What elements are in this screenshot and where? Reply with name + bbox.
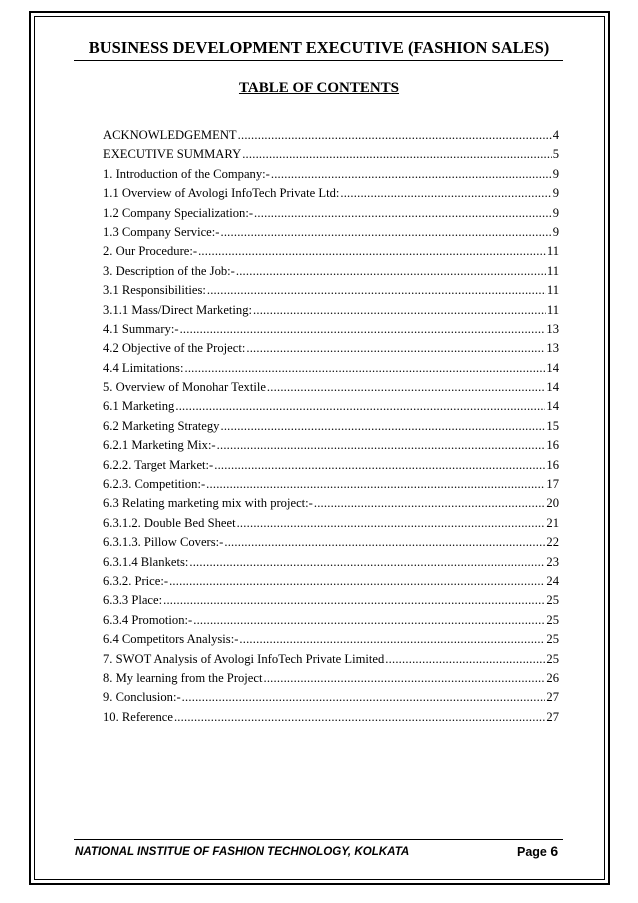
toc-entry-leader [242,145,552,164]
toc-entry[interactable] [103,320,559,339]
toc-entry-page: 25 [546,651,559,666]
toc-entry-title: 3. Description of the Job:- [103,263,235,278]
toc-entry-title: ACKNOWLEDGEMENT [103,128,237,142]
toc-entry-leader [198,242,546,261]
toc-entry-title: 5. Overview of Monohar Textile [103,380,266,395]
toc-entry-page: 15 [546,418,559,433]
toc-entry-page: 22 [546,535,559,550]
toc-entry-leader [189,553,545,572]
toc-entry-title: 10. Reference [103,709,173,724]
toc-entry-page: 26 [546,670,559,685]
toc-entry-leader [220,417,545,436]
toc-entry-title: 4.1 Summary:- [103,321,179,336]
toc-entry-leader [206,475,545,494]
toc-entry-page: 14 [546,399,559,414]
toc-list [103,126,559,727]
page-header-title: BUSINESS DEVELOPMENT EXECUTIVE (FASHION SALES) [88,38,550,57]
toc-entry[interactable] [103,339,559,358]
toc-entry-title: EXECUTIVE SUMMARY [103,147,242,162]
toc-entry[interactable] [103,145,559,164]
toc-entry-leader [237,514,546,533]
toc-entry-title: 6.4 Competitors Analysis:- [103,632,239,647]
toc-entry[interactable] [103,669,559,688]
toc-entry[interactable] [103,436,559,455]
toc-entry-title: 6.3.2. Price:- [103,573,169,588]
toc-entry-page: 9 [552,166,559,181]
toc-entry-page: 5 [552,147,559,162]
toc-entry-leader [271,165,552,184]
toc-entry[interactable] [103,708,559,727]
toc-entry-leader [217,436,546,455]
toc-entry[interactable] [103,126,559,145]
toc-entry[interactable] [103,611,559,630]
footer-page-label: Page [517,845,547,859]
toc-entry-leader [180,320,546,339]
toc-entry-page: 13 [546,321,559,336]
toc-entry-title: 6.3.1.4 Blankets: [103,554,189,569]
toc-entry-title: 6.1 Marketing [103,399,175,414]
toc-entry[interactable] [103,242,559,261]
toc-entry[interactable] [103,262,559,281]
toc-entry-page: 9 [552,205,559,220]
footer-rule [74,839,563,840]
toc-entry[interactable] [103,533,559,552]
toc-entry[interactable] [103,514,559,533]
toc-entry[interactable] [103,688,559,707]
toc-entry-leader [314,494,546,513]
toc-entry-page: 9 [552,224,559,239]
toc-entry-title: 8. My learning from the Project [103,670,263,685]
toc-entry[interactable] [103,301,559,320]
toc-entry-page: 13 [546,341,559,356]
toc-entry-leader [169,572,545,591]
toc-entry-page: 11 [546,244,559,259]
toc-entry[interactable] [103,456,559,475]
toc-entry-title: 3.1.1 Mass/Direct Marketing: [103,302,252,317]
toc-entry-leader [207,281,546,300]
toc-entry-leader [182,688,546,707]
footer-page-indicator [517,843,558,859]
toc-entry-page: 11 [546,263,559,278]
toc-entry-page: 24 [546,573,559,588]
toc-entry-page: 16 [546,457,559,472]
toc-entry-page: 25 [546,612,559,627]
toc-entry-leader [253,301,546,320]
toc-entry-leader [246,339,545,358]
toc-entry-title: 9. Conclusion:- [103,690,181,705]
toc-entry-page: 25 [546,593,559,608]
toc-entry[interactable] [103,378,559,397]
toc-entry[interactable] [103,475,559,494]
toc-entry-title: 6.3.4 Promotion:- [103,612,193,627]
toc-entry-page: 21 [546,515,559,530]
toc-entry-leader [385,650,545,669]
toc-entry-leader [263,669,545,688]
toc-entry-page: 20 [546,496,559,511]
toc-entry-leader [239,630,545,649]
toc-entry-leader [238,126,552,145]
toc-heading: TABLE OF CONTENTS [238,80,400,96]
toc-entry[interactable] [103,184,559,203]
footer-page-number: 6 [550,843,559,859]
toc-entry-title: 4.2 Objective of the Project: [103,341,246,356]
toc-entry-page: 4 [552,128,559,142]
toc-entry-title: 6.2.3. Competition:- [103,477,206,492]
toc-entry[interactable] [103,591,559,610]
toc-entry[interactable] [103,630,559,649]
toc-entry-title: 6.3 Relating marketing mix with project:- [103,496,313,511]
toc-entry-title: 6.2.2. Target Market:- [103,457,214,472]
toc-entry-leader [174,708,545,727]
toc-entry-title: 1. Introduction of the Company:- [103,166,270,181]
toc-entry-page: 11 [546,302,559,317]
toc-entry-title: 1.1 Overview of Avologi InfoTech Private Ltd: [103,186,340,201]
toc-entry-page: 25 [546,632,559,647]
toc-entry-leader [214,456,545,475]
toc-entry[interactable] [103,204,559,223]
toc-entry-title: 7. SWOT Analysis of Avologi InfoTech Private Limited [103,651,385,666]
toc-entry-page: 9 [552,186,559,201]
toc-entry[interactable] [103,397,559,416]
toc-entry[interactable] [103,417,559,436]
toc-entry-title: 6.3.1.2. Double Bed Sheet [103,515,236,530]
toc-entry[interactable] [103,359,559,378]
toc-entry-leader [193,611,545,630]
toc-entry-page: 27 [546,690,559,705]
toc-entry-title: 6.2.1 Marketing Mix:- [103,438,216,453]
toc-entry[interactable] [103,494,559,513]
toc-entry-title: 6.2 Marketing Strategy [103,418,220,433]
toc-entry-page: 16 [546,438,559,453]
toc-entry-leader [224,533,545,552]
toc-entry-page: 14 [546,380,559,395]
toc-entry[interactable] [103,223,559,242]
toc-entry[interactable] [103,553,559,572]
toc-entry-page: 17 [546,477,559,492]
toc-entry-title: 1.2 Company Specialization:- [103,205,254,220]
toc-entry[interactable] [103,165,559,184]
toc-entry-title: 6.3.3 Place: [103,593,163,608]
toc-entry[interactable] [103,281,559,300]
toc-entry-leader [163,591,545,610]
toc-entry-leader [254,204,552,223]
toc-entry-title: 3.1 Responsibilities: [103,283,206,298]
toc-entry-leader [184,359,545,378]
toc-entry-leader [236,262,546,281]
header-rule [74,60,563,61]
toc-entry-title: 1.3 Company Service:- [103,224,220,239]
toc-entry-title: 4.4 Limitations: [103,360,184,375]
toc-entry-page: 14 [546,360,559,375]
toc-entry-title: 6.3.1.3. Pillow Covers:- [103,535,224,550]
toc-entry-title: 2. Our Procedure:- [103,244,198,259]
toc-entry-page: 11 [546,283,559,298]
toc-entry-leader [340,184,551,203]
toc-entry[interactable] [103,572,559,591]
toc-entry-leader [267,378,545,397]
toc-entry-leader [175,397,545,416]
toc-entry-page: 23 [546,554,559,569]
toc-entry-leader [220,223,551,242]
toc-entry-page: 27 [546,709,559,724]
footer-institute: NATIONAL INSTITUE OF FASHION TECHNOLOGY, KOLKATA [75,845,410,858]
toc-entry[interactable] [103,650,559,669]
